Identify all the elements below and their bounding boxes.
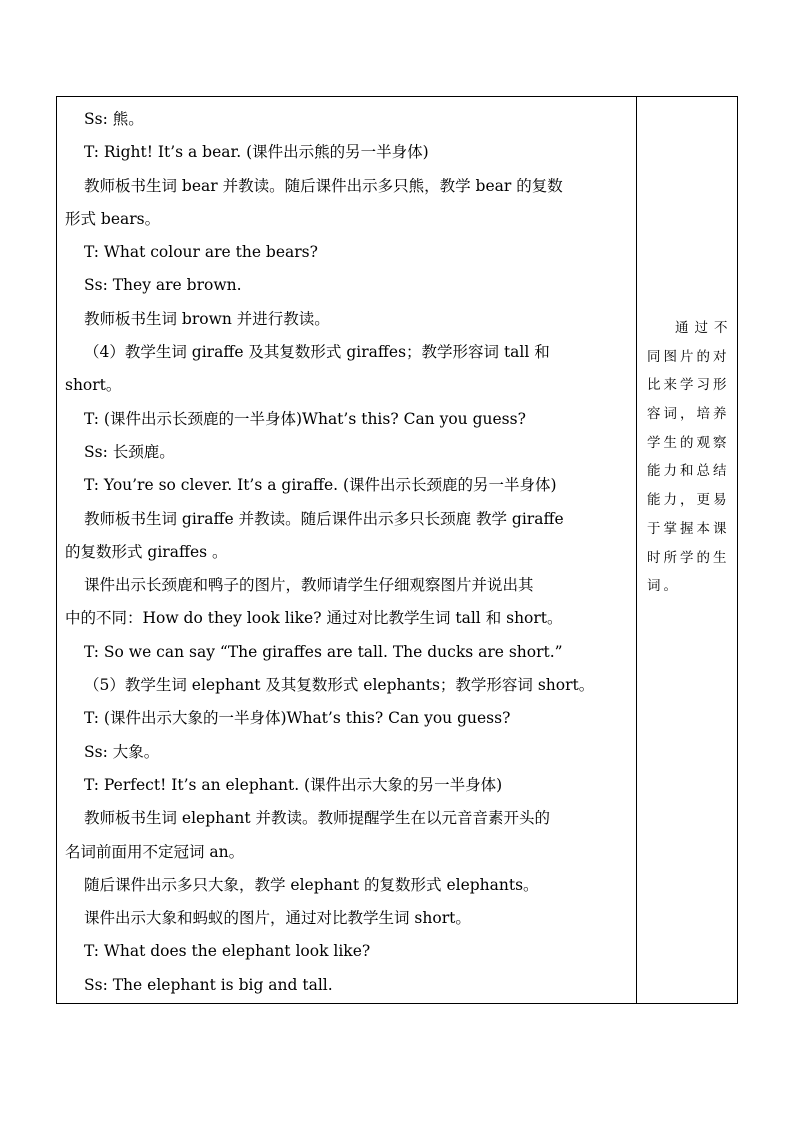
note-line: 能力和总结 bbox=[647, 463, 730, 480]
text-line: 的复数形式 giraffes 。 bbox=[65, 542, 228, 561]
text-line: （4）教学生词 giraffe 及其复数形式 giraffes；教学形容词 tall 和 bbox=[84, 343, 550, 362]
text-line: 教师板书生词 elephant 并教读。教师提醒学生在以元音音素开头的 bbox=[84, 809, 551, 828]
text-line: Ss: 长颈鹿。 bbox=[84, 442, 175, 461]
text-line: 教师板书生词 giraffe 并教读。随后课件出示多只长颈鹿 教学 giraffe bbox=[84, 509, 564, 528]
text-line: T: What colour are the bears? bbox=[84, 243, 318, 262]
text-line: （5）教学生词 elephant 及其复数形式 elephants；教学形容词 short。 bbox=[84, 676, 595, 695]
note-line: 容词，培养 bbox=[647, 406, 730, 423]
note-line: 通过不 bbox=[675, 320, 734, 336]
text-line: 课件出示大象和蚂蚁的图片，通过对比教学生词 short。 bbox=[84, 909, 471, 928]
text-line: 形式 bears。 bbox=[65, 209, 161, 228]
text-line: 中的不同：How do they look like? 通过对比教学生词 tall 和 short。 bbox=[65, 609, 563, 628]
text-line: T: Perfect! It’s an elephant. (课件出示大象的另一半身体) bbox=[84, 775, 503, 794]
note-line: 词。 bbox=[647, 578, 680, 595]
text-line: T: (课件出示大象的一半身体)What’s this? Can you guess? bbox=[84, 709, 511, 728]
text-line: T: You’re so clever. It’s a giraffe. (课件出示长颈鹿的另一半身体) bbox=[84, 476, 557, 495]
text-line: short。 bbox=[65, 376, 122, 395]
text-line: T: Right! It’s a bear. (课件出示熊的另一半身体) bbox=[84, 143, 429, 162]
text-line: 教师板书生词 brown 并进行教读。 bbox=[84, 309, 330, 328]
text-line: Ss: 熊。 bbox=[84, 110, 144, 128]
text-line: 课件出示长颈鹿和鸭子的图片，教师请学生仔细观察图片并说出其 bbox=[84, 576, 534, 595]
text-line: T: What does the elephant look like? bbox=[84, 942, 371, 961]
text-line: Ss: 大象。 bbox=[84, 742, 160, 761]
note-line: 学生的观察 bbox=[647, 434, 730, 451]
note-line: 能力，更易 bbox=[647, 492, 730, 509]
design-intent-note bbox=[647, 314, 733, 601]
text-line: Ss: They are brown. bbox=[84, 276, 242, 295]
note-line: 同图片的对 bbox=[647, 348, 730, 365]
lesson-table bbox=[56, 96, 738, 1004]
note-line: 比来学习形 bbox=[647, 377, 730, 394]
text-line: 名词前面用不定冠词 an。 bbox=[65, 842, 245, 861]
text-line: Ss: The elephant is big and tall. bbox=[84, 975, 333, 994]
text-line: 随后课件出示多只大象，教学 elephant 的复数形式 elephants。 bbox=[84, 875, 539, 894]
note-line: 于掌握本课 bbox=[647, 520, 730, 537]
text-line: 教师板书生词 bear 并教读。随后课件出示多只熊，教学 bear 的复数 bbox=[84, 176, 563, 195]
design-intent-cell bbox=[637, 97, 737, 1003]
text-line: T: (课件出示长颈鹿的一半身体)What’s this? Can you guess? bbox=[84, 409, 526, 428]
note-line: 时所学的生 bbox=[647, 549, 730, 566]
text-line: T: So we can say “The giraffes are tall. The ducks are short.” bbox=[84, 642, 563, 661]
teaching-process-cell bbox=[57, 97, 637, 1003]
